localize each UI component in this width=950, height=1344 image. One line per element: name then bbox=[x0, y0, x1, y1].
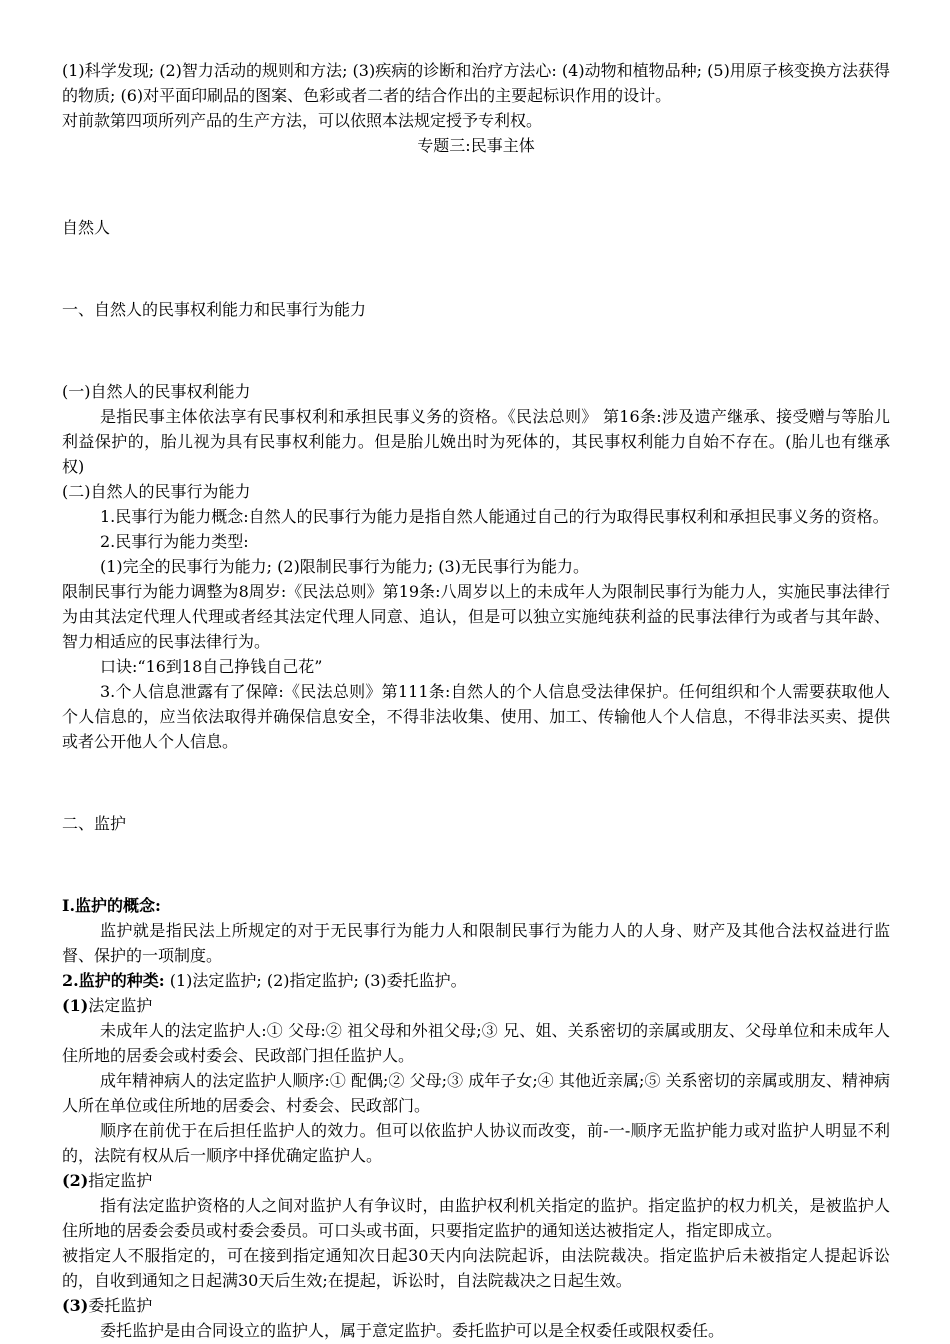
body-paragraph: 是指民事主体依法享有民事权利和承担民事义务的资格。《民法总则》 第16条:涉及遗产继承、接受赠与等胎儿利益保护的，胎儿视为具有民事权利能力。但是胎儿娩出时为死体的，其民事权利能力自始不存在。(胎儿也有继承权) bbox=[62, 407, 890, 476]
body-paragraph: 口诀:“16到18自己挣钱自己花” bbox=[100, 657, 323, 676]
blank-line bbox=[62, 770, 890, 795]
paragraph: 自然人 bbox=[62, 218, 111, 237]
body-paragraph: 1.民事行为能力概念:自然人的民事行为能力是指自然人能通过自己的行为取得民事权利和承担民事义务的资格。 bbox=[100, 507, 889, 526]
subheading bbox=[62, 993, 890, 1018]
blank-line bbox=[62, 338, 890, 363]
subheading-number: (2) bbox=[62, 1171, 89, 1190]
body-paragraph: 委托监护是由合同设立的监护人，属于意定监护。委托监护可以是全权委任或限权委任。 bbox=[100, 1321, 725, 1340]
body-paragraph: 2.民事行为能力类型: bbox=[100, 532, 249, 551]
paragraph: 二、监护 bbox=[62, 814, 127, 833]
body-paragraph: 未成年人的法定监护人:① 父母:② 祖父母和外祖父母;③ 兄、姐、关系密切的亲属或朋友、父母单位和未成年人住所地的居委会或村委会、民政部门担任监护人。 bbox=[62, 1021, 890, 1065]
subheading bbox=[62, 968, 890, 993]
subheading-text: (1)法定监护; (2)指定监护; (3)委托监护。 bbox=[164, 971, 467, 990]
body-paragraph: 顺序在前优于在后担任监护人的效力。但可以依监护人协议而改变，前-一-顺序无监护能力或对监护人明显不利的，法院有权从后一顺序中择优确定监护人。 bbox=[62, 1121, 890, 1165]
subheading-text: 法定监护 bbox=[88, 996, 153, 1015]
paragraph: (一)自然人的民事权利能力 bbox=[62, 382, 251, 401]
section-title: 专题三:民事主体 bbox=[417, 136, 535, 155]
subheading bbox=[62, 1293, 890, 1318]
paragraph: 对前款第四项所列产品的生产方法，可以依照本法规定授予专利权。 bbox=[62, 111, 543, 130]
blank-line bbox=[62, 256, 890, 281]
body-paragraph: 成年精神病人的法定监护人顺序:① 配偶;② 父母;③ 成年子女;④ 其他近亲属;⑤ 关系密切的亲属或朋友、精神病人所在单位或住所地的居委会、村委会、民政部门。 bbox=[62, 1071, 890, 1115]
paragraph: 被指定人不服指定的，可在接到指定通知次日起30天内向法院起诉，由法院裁决。指定监护后未被指定人提起诉讼的，自收到通知之日起满30天后生效;在提起，诉讼时，自法院裁决之日起生效。 bbox=[62, 1246, 890, 1290]
paragraph: (二)自然人的民事行为能力 bbox=[62, 482, 251, 501]
subheading-text: 委托监护 bbox=[88, 1296, 153, 1315]
subheading-number: (1) bbox=[62, 996, 89, 1015]
body-paragraph: 监护就是指民法上所规定的对于无民事行为能力人和限制民事行为能力人的人身、财产及其他合法权益进行监督、保护的一项制度。 bbox=[62, 921, 890, 965]
subheading-number: 2.监护的种类: bbox=[62, 971, 165, 990]
subheading: I.监护的概念: bbox=[62, 896, 161, 915]
body-paragraph: (1)完全的民事行为能力; (2)限制民事行为能力; (3)无民事行为能力。 bbox=[100, 557, 589, 576]
subheading bbox=[62, 1168, 890, 1193]
blank-line bbox=[62, 174, 890, 199]
subheading-text: 指定监护 bbox=[88, 1171, 153, 1190]
paragraph: 一、自然人的民事权利能力和民事行为能力 bbox=[62, 300, 367, 319]
document-page bbox=[62, 58, 890, 1343]
body-paragraph: 3.个人信息泄露有了保障:《民法总则》第111条:自然人的个人信息受法律保护。任何组织和个人需要获取他人个人信息的，应当依法取得并确保信息安全，不得非法收集、使用、加工、传输他人个人信息，不得非法买卖、提供或者公开他人个人信息。 bbox=[62, 682, 890, 751]
paragraph: 限制民事行为能力调整为8周岁:《民法总则》第19条:八周岁以上的未成年人为限制民事行为能力人，实施民事法律行为由其法定代理人代理或者经其法定代理人同意、追认，但是可以独立实施纯获利益的民事法律行为或者与其年龄、智力相适应的民事法律行为。 bbox=[62, 582, 890, 651]
blank-line bbox=[62, 852, 890, 877]
paragraph: (1)科学发现; (2)智力活动的规则和方法; (3)疾病的诊断和治疗方法心: (4)动物和植物品种; (5)用原子核变换方法获得的物质; (6)对平面印刷品的图案、色彩或者二者的结合作出的主要起标识作用的设计。 bbox=[62, 61, 890, 105]
subheading-number: (3) bbox=[62, 1296, 89, 1315]
body-paragraph: 指有法定监护资格的人之间对监护人有争议时，由监护权利机关指定的监护。指定监护的权力机关，是被监护人住所地的居委会委员或村委会委员。可口头或书面，只要指定监护的通知送达被指定人，指定即成立。 bbox=[62, 1196, 890, 1240]
